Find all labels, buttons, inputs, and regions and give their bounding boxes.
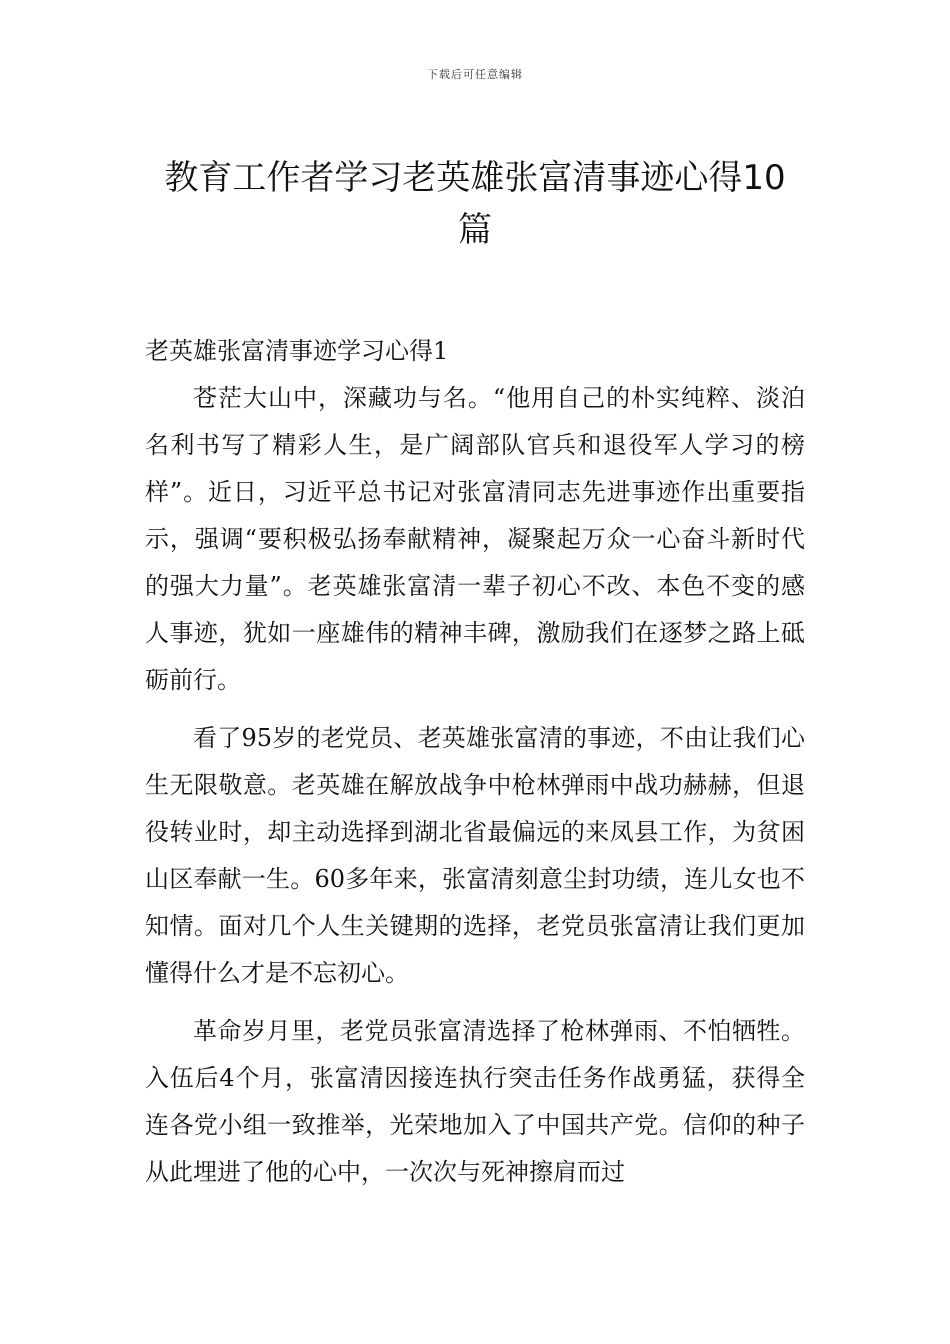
paragraph-3: 革命岁月里，老党员张富清选择了枪林弹雨、不怕牺牲。入伍后4个月，张富清因接连执行突击任务作战勇猛，获得全连各党小组一致推举，光荣地加入了中国共产党。信仰的种子从此埋进了他的心中，一次次与死神擦肩而过 [145, 1017, 805, 1186]
paragraph-1: 苍茫大山中，深藏功与名。“他用自己的朴实纯粹、淡泊名利书写了精彩人生，是广阔部队官兵和退役军人学习的榜样”。近日，习近平总书记对张富清同志先进事迹作出重要指示，强调“要积极弘扬奉献精神，凝聚起万众一心奋斗新时代的强大力量”。老英雄张富清一辈子初心不改、本色不变的感人事迹，犹如一座雄伟的精神丰碑，激励我们在逐梦之路上砥砺前行。 [145, 384, 805, 694]
paragraph-2: 看了95岁的老党员、老英雄张富清的事迹，不由让我们心生无限敬意。老英雄在解放战争中枪林弹雨中战功赫赫，但退役转业时，却主动选择到湖北省最偏远的来凤县工作，为贫困山区奉献一生。60多年来，张富清刻意尘封功绩，连儿女也不知情。面对几个人生关键期的选择，老党员张富清让我们更加懂得什么才是不忘初心。 [145, 724, 805, 987]
section-heading: 老英雄张富清事迹学习心得1 [145, 337, 449, 365]
document-body [145, 328, 805, 1207]
header-note: 下载后可任意编辑 [427, 68, 523, 81]
document-title: 教育工作者学习老英雄张富清事迹心得10篇 [164, 158, 786, 250]
